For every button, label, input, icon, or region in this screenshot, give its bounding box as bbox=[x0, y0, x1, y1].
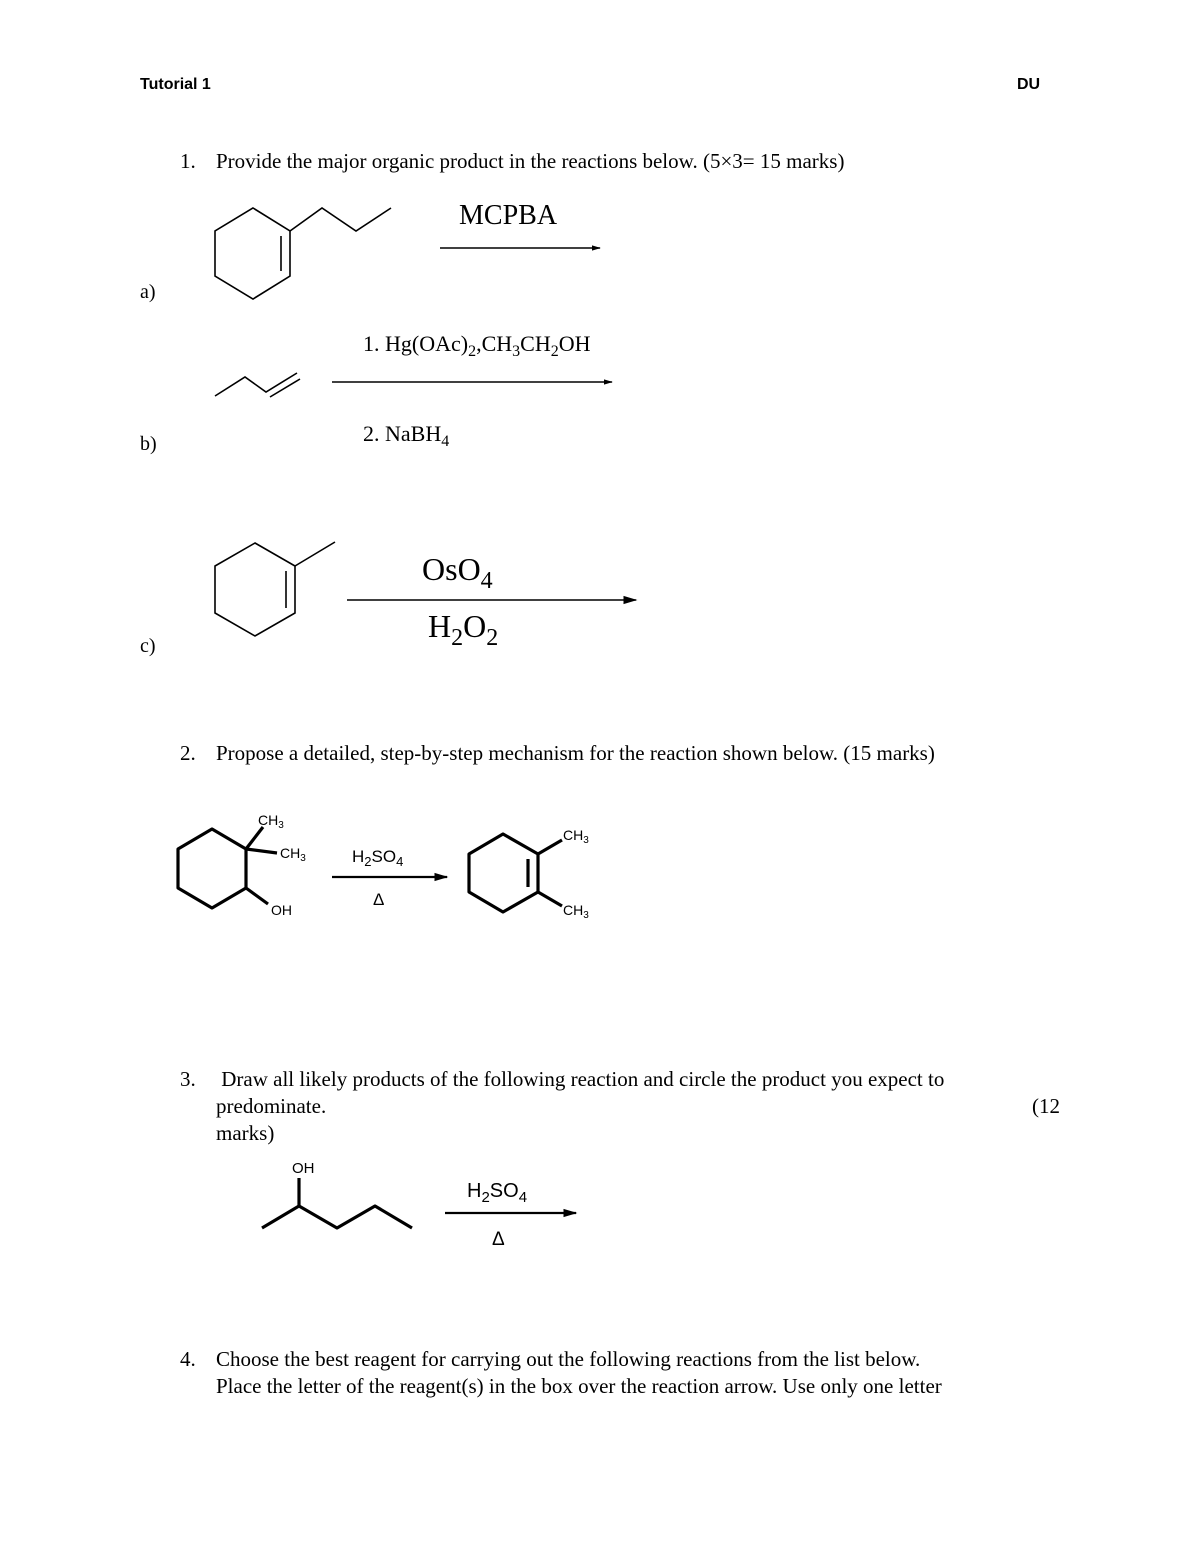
reactant-oh: OH bbox=[271, 902, 292, 918]
header-left: Tutorial 1 bbox=[140, 76, 211, 93]
question-number: 3. bbox=[180, 1067, 196, 1091]
header-right: DU bbox=[1017, 76, 1041, 93]
question-text-line1: Choose the best reagent for carrying out the following reactions from the list below. bbox=[216, 1347, 921, 1371]
question-number: 4. bbox=[180, 1347, 196, 1371]
reactant-ch3-top: $CH_3$ bbox=[258, 812, 284, 831]
question-text-line1: Draw all likely products of the following reaction and circle the product you expect to bbox=[216, 1067, 945, 1091]
question-text: Propose a detailed, step-by-step mechanism for the reaction shown below. (15 marks) bbox=[216, 741, 935, 765]
question-text-line2: predominate. bbox=[216, 1094, 327, 1118]
dimethylcyclohexene-structure bbox=[469, 834, 562, 912]
pentanol-structure bbox=[262, 1178, 412, 1228]
dimethylcyclohexanol-structure bbox=[178, 827, 277, 908]
part-c-label: c) bbox=[140, 635, 156, 657]
reagent-h2so4: $H_2SO_4$ bbox=[352, 847, 404, 869]
part-b-label: b) bbox=[140, 433, 157, 455]
question-text-line3: marks) bbox=[216, 1121, 275, 1145]
reagent-oxymercuration: 1. $Hg(OAc)_2,CH_3CH_2OH$ bbox=[363, 331, 591, 360]
question-number: 1. bbox=[180, 149, 196, 173]
reagent-h2o2: $H_2O_2$ bbox=[428, 608, 499, 651]
question-number: 2. bbox=[180, 741, 196, 765]
pentanol-oh: OH bbox=[292, 1160, 315, 1177]
reagent-mcpba: MCPBA bbox=[459, 200, 558, 231]
reagent-h2so4: $H_2SO_4$ bbox=[467, 1180, 528, 1206]
question-text: Provide the major organic product in the reactions below. (5×3= 15 marks) bbox=[216, 149, 845, 173]
question-text-line2: Place the letter of the reagent(s) in the box over the reaction arrow. Use only one letter bbox=[216, 1374, 942, 1398]
product-ch3-top: $CH_3$ bbox=[563, 827, 589, 846]
condition-heat: Δ bbox=[373, 890, 385, 909]
butene-structure bbox=[215, 373, 300, 397]
condition-heat: Δ bbox=[492, 1229, 505, 1250]
reagent-oso4: OsO$_4$ bbox=[422, 551, 493, 594]
propylcyclohexene-structure bbox=[215, 208, 391, 299]
reactant-ch3-side: $CH_3$ bbox=[280, 845, 306, 864]
methylcyclohexene-structure bbox=[215, 542, 335, 636]
reagent-nabh4: 2. NaBH$_4$ bbox=[363, 421, 450, 450]
question-marks: (12 bbox=[1032, 1094, 1060, 1118]
product-ch3-bottom: $CH_3$ bbox=[563, 902, 589, 921]
part-a-label: a) bbox=[140, 281, 156, 303]
